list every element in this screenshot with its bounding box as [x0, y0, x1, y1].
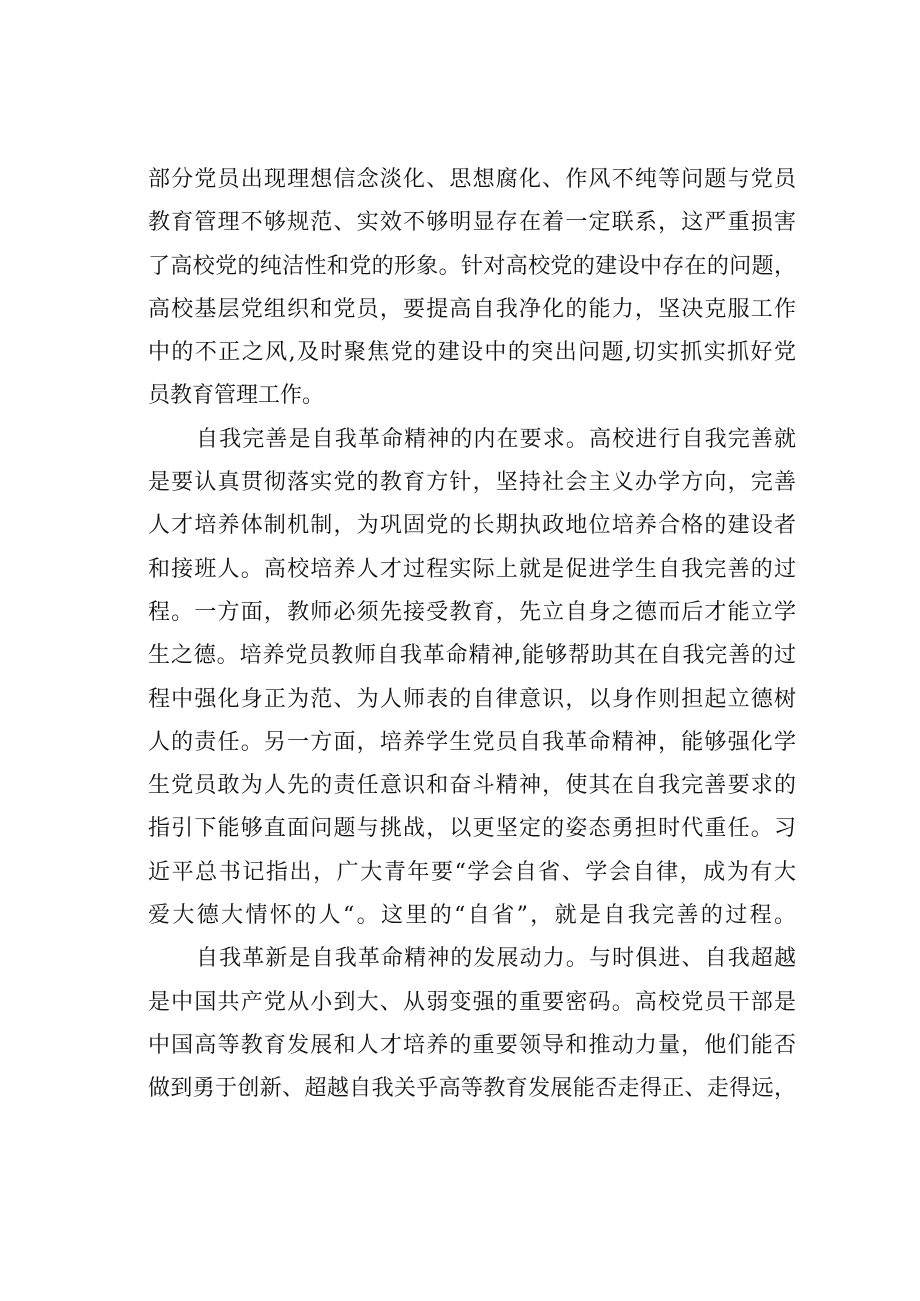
paragraph-2: [148, 418, 796, 938]
text-line: 爱大德大情怀的人“。这里的“自省”，就是自我完善的过程。: [148, 903, 796, 929]
text-line: 生之德。培养党员教师自我革命精神,能够帮助其在自我完善的过: [148, 643, 796, 669]
text-line: 近平总书记指出，广大青年要“学会自省、学会自律，成为有大: [148, 859, 796, 885]
text-line: 自我革新是自我革命精神的发展动力。与时俱进、自我超越: [196, 946, 796, 972]
document-body: [148, 158, 796, 1111]
paragraph-3: [148, 937, 796, 1110]
text-line: 员教育管理工作。: [148, 383, 325, 409]
text-line: 中国高等教育发展和人才培养的重要领导和推动力量，他们能否: [148, 1032, 796, 1058]
text-line: 和接班人。高校培养人才过程实际上就是促进学生自我完善的过: [148, 556, 796, 582]
text-line: 是要认真贯彻落实党的教育方针，坚持社会主义办学方向，完善: [148, 470, 796, 496]
text-line: 自我完善是自我革命精神的内在要求。高校进行自我完善就: [196, 426, 796, 452]
text-line: 了高校党的纯洁性和党的形象。针对高校党的建设中存在的问题，: [148, 253, 796, 279]
text-line: 中的不正之风,及时聚焦党的建设中的突出问题,切实抓实抓好党: [148, 340, 796, 366]
text-line: 是中国共产党从小到大、从弱变强的重要密码。高校党员干部是: [148, 989, 796, 1015]
text-line: 指引下能够直面问题与挑战，以更坚定的姿态勇担时代重任。习: [148, 816, 796, 842]
text-line: 教育管理不够规范、实效不够明显存在着一定联系，这严重损害: [148, 210, 796, 236]
text-line: 人才培养体制机制，为巩固党的长期执政地位培养合格的建设者: [148, 513, 796, 539]
text-line: 程。一方面，教师必须先接受教育，先立自身之德而后才能立学: [148, 599, 796, 625]
text-line: 高校基层党组织和党员，要提高自我净化的能力，坚决克服工作: [148, 296, 796, 322]
text-line: 部分党员出现理想信念淡化、思想腐化、作风不纯等问题与党员: [148, 167, 796, 192]
paragraph-1: [148, 158, 796, 418]
text-line: 人的责任。另一方面，培养学生党员自我革命精神，能够强化学: [148, 729, 796, 755]
text-line: 做到勇于创新、超越自我关乎高等教育发展能否走得正、走得远，: [148, 1076, 796, 1102]
text-line: 程中强化身正为范、为人师表的自律意识，以身作则担起立德树: [148, 686, 796, 712]
text-line: 生党员敢为人先的责任意识和奋斗精神，使其在自我完善要求的: [148, 773, 796, 799]
